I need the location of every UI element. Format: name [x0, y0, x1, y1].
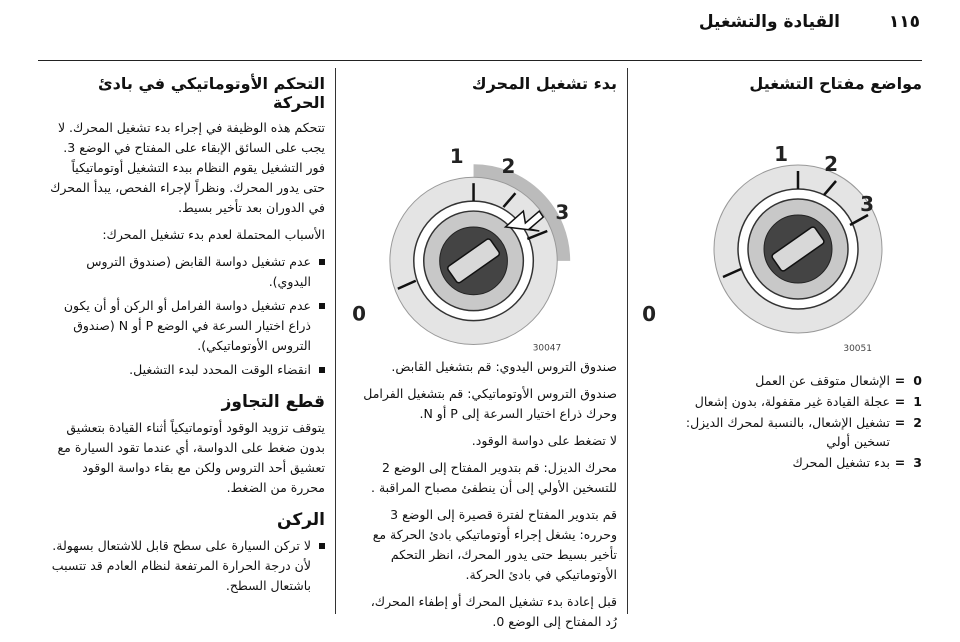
instruction-paragraph: صندوق التروس اليدوي: قم بتشغيل القابض.: [391, 359, 617, 374]
page-header: [30, 8, 930, 38]
causes-list: [46, 252, 325, 380]
ignition-illustration: [642, 99, 922, 357]
position-label-2: 2: [824, 152, 838, 176]
legend-text: تشغيل الإشعال، بالنسبة لمحرك الديزل: تسخين أولي: [685, 415, 890, 449]
legend-row: [648, 413, 922, 451]
legend-key: 3: [913, 455, 922, 470]
legend-text: عجلة القيادة غير مقفولة، بدون إشعال: [694, 394, 890, 409]
intro-paragraph: تتحكم هذه الوظيفة في إجراء بدء تشغيل المحرك. لا يجب على السائق الإبقاء على المفتاح في الوضع 3. فور التشغيل يقوم النظام ببدء التشغيل أوتوماتيكياً حتى يدور المحرك. ونظراً لإجراء الفحص، يبدأ المحرك في الدوران بعد تأخير بسيط.: [50, 120, 325, 215]
legend-separator: =: [894, 455, 906, 470]
section-heading: التحكم الأوتوماتيكي في بادئ الحركة: [98, 74, 325, 112]
legend-row: [648, 371, 922, 390]
legend-separator: =: [894, 373, 906, 388]
section-heading: بدء تشغيل المحرك: [471, 74, 617, 93]
legend-key: 0: [913, 373, 922, 388]
legend-row: [648, 453, 922, 472]
figure-code: 30047: [532, 343, 562, 354]
chapter-title: القيادة والتشغيل: [698, 12, 840, 32]
list-item: عدم تشغيل دواسة القابض (صندوق التروس اليدوي).: [46, 252, 311, 292]
engine-start-section: [352, 68, 628, 629]
legend-text: بدء تشغيل المحرك: [792, 455, 890, 470]
page-number: ١١٥: [888, 12, 920, 32]
causes-title: الأسباب المحتملة لعدم بدء تشغيل المحرك:: [102, 227, 325, 242]
ignition-key-figure: [642, 99, 922, 357]
parking-list: [46, 536, 325, 596]
position-label-0: 0: [642, 302, 656, 326]
position-label-2: 2: [501, 155, 516, 179]
section-heading: مواضع مفتاح التشغيل: [749, 74, 922, 93]
position-label-1: 1: [449, 145, 464, 169]
position-legend: [648, 371, 922, 472]
instruction-paragraph: قم بتدوير المفتاح لفترة قصيرة إلى الوضع 3 وحرره: يشغل إجراء أوتوماتيكي بادئ الحركة مع تأخير بسيط حتى يدور المحرك، انظر التحكم الأوتوماتيكي في بادئ الحركة.: [372, 507, 617, 582]
figure-code: 30051: [843, 344, 872, 354]
header-rule: [38, 60, 922, 61]
legend-separator: =: [894, 394, 906, 409]
instruction-paragraph: قبل إعادة بدء تشغيل المحرك أو إطفاء المحرك، رُد المفتاح إلى الوضع 0.: [370, 594, 617, 629]
legend-row: [648, 392, 922, 411]
auto-start-section: [46, 68, 336, 614]
legend-separator: =: [894, 415, 906, 430]
legend-key: 2: [913, 415, 922, 430]
position-label-1: 1: [774, 142, 788, 166]
instruction-paragraph: صندوق التروس الأوتوماتيكي: قم بتشغيل الفرامل وحرك ذراع اختيار السرعة إلى P أو N.: [363, 386, 617, 421]
instruction-paragraph: لا تضغط على دواسة الوقود.: [471, 433, 617, 448]
engine-start-illustration: [352, 99, 617, 357]
section-heading: قطع التجاوز: [221, 392, 325, 412]
position-label-0: 0: [352, 302, 366, 326]
instruction-paragraph: محرك الديزل: قم بتدوير المفتاح إلى الوضع 2 للتسخين الأولي إلى أن ينطفئ مصباح المراقبة .: [371, 460, 617, 495]
list-item: لا تركن السيارة على سطح قابل للاشتعال بسهولة. لأن درجة الحرارة المرتفعة لنظام العادم قد تتسبب باشتعال السطح.: [46, 536, 311, 596]
position-label-3: 3: [860, 192, 874, 216]
list-item: عدم تشغيل دواسة الفرامل أو الركن أو أن يكون ذراع اختيار السرعة في الوضع P أو N (صندوق التروس الأوتوماتيكي).: [46, 296, 311, 356]
legend-key: 1: [913, 394, 922, 409]
position-label-3: 3: [555, 201, 570, 225]
section-heading: الركن: [277, 510, 325, 530]
fuel-cutoff-paragraph: يتوقف تزويد الوقود أوتوماتيكياً أثناء القيادة بتعشيق بدون ضغط على الدواسة، أي عندما تقود السيارة مع تعشيق أحد التروس ولكن مع بقاء دواسة الوقود محررة من الضغط.: [57, 420, 325, 495]
ignition-positions-section: [642, 68, 922, 614]
legend-text: الإشعال متوقف عن العمل: [755, 373, 890, 388]
engine-start-figure: [352, 99, 617, 357]
list-item: انقضاء الوقت المحدد لبدء التشغيل.: [46, 360, 311, 380]
